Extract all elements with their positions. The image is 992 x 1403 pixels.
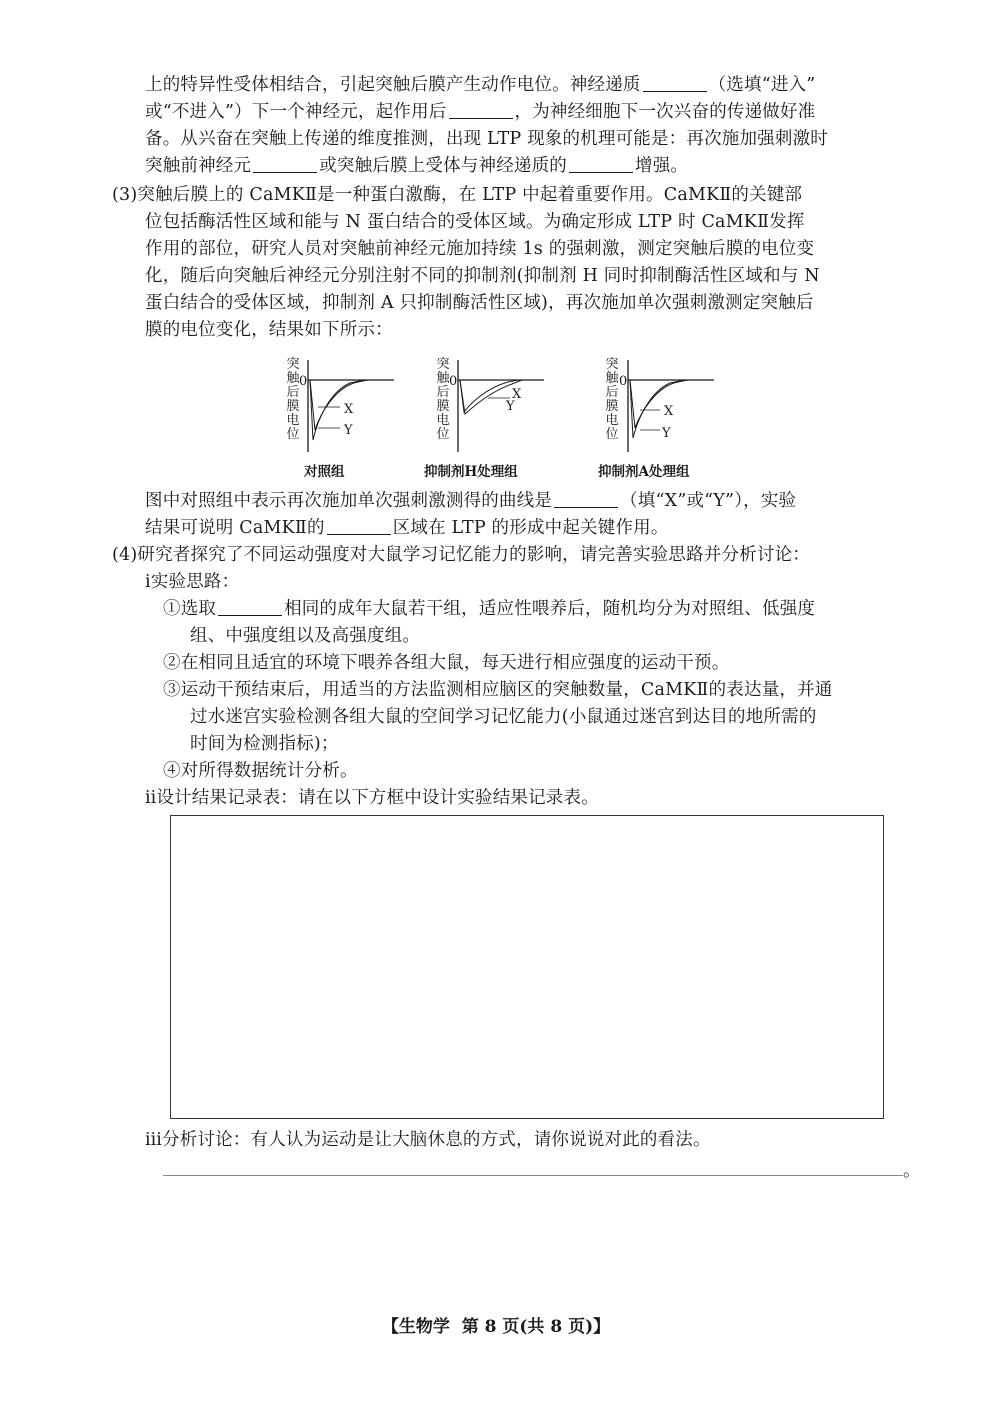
text-line: 或“不进入”）下一个神经元，起作用后 ，为神经细胞下一次兴奋的传递做好准: [145, 102, 816, 122]
fill-blank[interactable]: [327, 516, 391, 535]
footer-subject: 生物学: [398, 1317, 450, 1337]
section-heading: ⅰ实验思路：: [145, 572, 240, 592]
curve-y: [310, 380, 364, 440]
y-axis-label: 突 触 后 膜 电 位: [436, 357, 450, 442]
y-axis-label: 突 触 后 膜 电 位: [605, 357, 619, 442]
text-line: 结果可说明 CaMKⅡ的 区域在 LTP 的形成中起关键作用。: [145, 518, 669, 538]
page-footer: 【生物学 第 8 页(共 8 页)】: [381, 1317, 611, 1337]
fill-blank[interactable]: [569, 154, 633, 173]
record-table-answer-box[interactable]: [170, 815, 884, 1119]
text-line: 突触前神经元 或突触后膜上受体与神经递质的 增强。: [145, 156, 689, 176]
curve-y-label: Y: [506, 399, 515, 414]
curve-y-label: Y: [344, 423, 353, 438]
step-line: 过水迷宫实验检测各组大鼠的空间学习记忆能力(小鼠通过迷宫到达目的地所需的: [190, 707, 817, 727]
question-3-line: 化，随后向突触后神经元分别注射不同的抑制剂(抑制剂 H 同时抑制酶活性区域和与 N: [145, 266, 820, 286]
curve-x-label: X: [664, 404, 674, 419]
question-3-line: 蛋白结合的受体区域，抑制剂 A 只抑制酶活性区域)，再次施加单次强刺激测定突触后: [145, 293, 814, 313]
question-3-line: (3)突触后膜上的 CaMKⅡ是一种蛋白激酶，在 LTP 中起着重要作用。CaMKⅡ的关键部: [112, 185, 803, 205]
graph-inhibitor-h: [446, 352, 556, 454]
zero-label: 0: [619, 374, 628, 389]
discussion-answer-line[interactable]: [163, 1175, 903, 1176]
text-line: 图中对照组中表示再次施加单次强刺激测得的曲线是 （填“X”或“Y”），实验: [145, 491, 797, 511]
curve-x-label: X: [344, 402, 354, 417]
graph-inhibitor-a: [616, 352, 726, 454]
text-line: 备。从兴奋在突触上传递的维度推测，出现 LTP 现象的机理可能是：再次施加强刺激时: [145, 129, 828, 149]
fill-blank[interactable]: [449, 100, 513, 119]
fill-blank[interactable]: [253, 154, 317, 173]
curve-y: [630, 380, 684, 438]
graph-caption: 抑制剂A处理组: [598, 464, 690, 480]
graph-caption: 对照组: [304, 464, 345, 480]
zero-label: 0: [299, 374, 308, 389]
question-3-line: 作用的部位，研究人员对突触前神经元施加持续 1s 的强刺激，测定突触后膜的电位变: [145, 239, 815, 259]
curve-x-label: X: [512, 387, 522, 402]
step-line: ①选取 相同的成年大鼠若干组，适应性喂养后，随机均分为对照组、低强度: [163, 599, 816, 619]
section-heading: ⅱ设计结果记录表：请在以下方框中设计实验结果记录表。: [145, 788, 599, 808]
question-3-line: 膜的电位变化，结果如下所示：: [145, 320, 393, 340]
step-line: 时间为检测指标)；: [190, 734, 339, 754]
fill-blank[interactable]: [554, 489, 618, 508]
text-line: 上的特异性受体相结合，引起突触后膜产生动作电位。神经递质 （选填“进入”: [145, 75, 816, 95]
graph-caption: 抑制剂H处理组: [424, 464, 518, 480]
curve-y-label: Y: [662, 426, 671, 441]
zero-label: 0: [449, 374, 458, 389]
step-line: ②在相同且适宜的环境下喂养各组大鼠，每天进行相应强度的运动干预。: [163, 653, 730, 673]
graph-control: [296, 352, 406, 454]
y-axis-label: 突 触 后 膜 电 位: [286, 357, 300, 442]
step-line: ③运动干预结束后，用适当的方法监测相应脑区的突触数量，CaMKⅡ的表达量，并通: [163, 680, 833, 700]
question-4-line: (4)研究者探究了不同运动强度对大鼠学习记忆能力的影响，请完善实验思路并分析讨论：: [112, 545, 810, 565]
footer-page: 第 8 页(共 8 页): [461, 1317, 594, 1337]
question-3-line: 位包括酶活性区域和能与 N 蛋白结合的受体区域。为确定形成 LTP 时 CaMKⅡ发挥: [145, 212, 805, 232]
step-line: ④对所得数据统计分析。: [163, 761, 358, 781]
section-heading: ⅲ分析讨论：有人认为运动是让大脑休息的方式，请你说说对此的看法。: [145, 1130, 711, 1150]
end-mark: 。: [903, 1161, 921, 1181]
step-line: 组、中强度组以及高强度组。: [190, 626, 421, 646]
fill-blank[interactable]: [643, 73, 707, 92]
fill-blank[interactable]: [218, 597, 282, 616]
